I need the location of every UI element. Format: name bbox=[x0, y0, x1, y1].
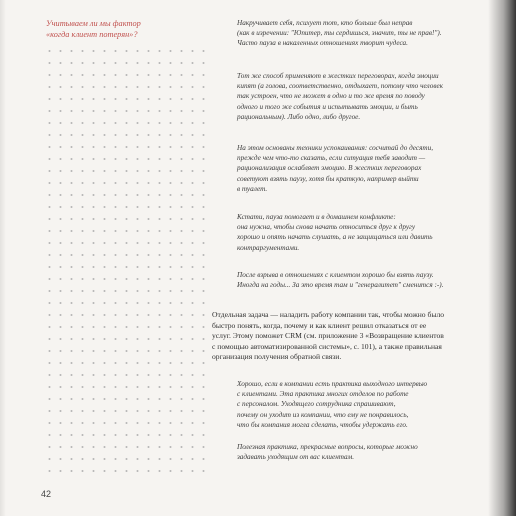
paragraph-2: Тот же способ применяют в жестких переговорах, когда эмоции кипят (а голова, соответственно, отдыхает, потому что человек так устроен, что не может в одно и то же время по поводу одного и того же события и испытывать эмоции, и быть рациональным). Либо одно, либо другое. bbox=[237, 72, 444, 121]
sidebar-heading-line-1: Учитываем ли мы фактор bbox=[46, 19, 141, 28]
page-number: 42 bbox=[41, 489, 52, 499]
paragraph-4: Кстати, пауза помогает и в домашнем конфликте: она нужна, чтобы снова начать относиться друг к другу хорошо и опять начать слушать, а не защищаться или давить контраргументами. bbox=[237, 213, 433, 252]
book-gutter-shadow bbox=[488, 0, 516, 516]
paragraph-8: Полезная практика, прекрасные вопросы, которые можно задавать уходящим от вас клиентам. bbox=[237, 443, 418, 462]
paragraph-5: После взрыва в отношениях с клиентом хорошо бы взять паузу. Иногда на годы... За это время там и "генералитет" сменится :-). bbox=[237, 271, 444, 290]
paragraph-1: Накручивает себя, психует тот, кто больше был неправ (как в изречении: "Юпитер, ты сердишься, значит, ты не прав!"). Часто пауза в накаленных отношениях творит чудеса. bbox=[237, 19, 442, 48]
sidebar-heading-line-2: «когда клиент потерян»? bbox=[46, 30, 138, 39]
paragraph-3: На этом основаны техники успокаивания: сосчитай до десяти, прежде чем что-то сказать, если ситуация тебя заводит — рационализация ослабляет эмоцию. В жестких переговорах советуют взять паузу, хотя бы краткую, например выйти в туалет. bbox=[237, 144, 434, 193]
paragraph-6-body: Отдельная задача — наладить работу компании так, чтобы можно было быстро понять, когда, почему и как клиент решил отказаться от ее услуг. Этому поможет CRM (см. приложение 3 «Возвращение клиентов с помощью автоматизированной системы», с. 101), а также правильная организация получения обратной связи. bbox=[212, 310, 445, 361]
paragraph-7: Хорошо, если в компании есть практика выходного интервью с клиентами. Эта практика многих отделов по работе с персоналом. Уходящего сотрудника спрашивают, почему он уходит из компании, что ему не понравилось, что бы компания могла сделать, чтобы удержать его. bbox=[237, 380, 428, 429]
